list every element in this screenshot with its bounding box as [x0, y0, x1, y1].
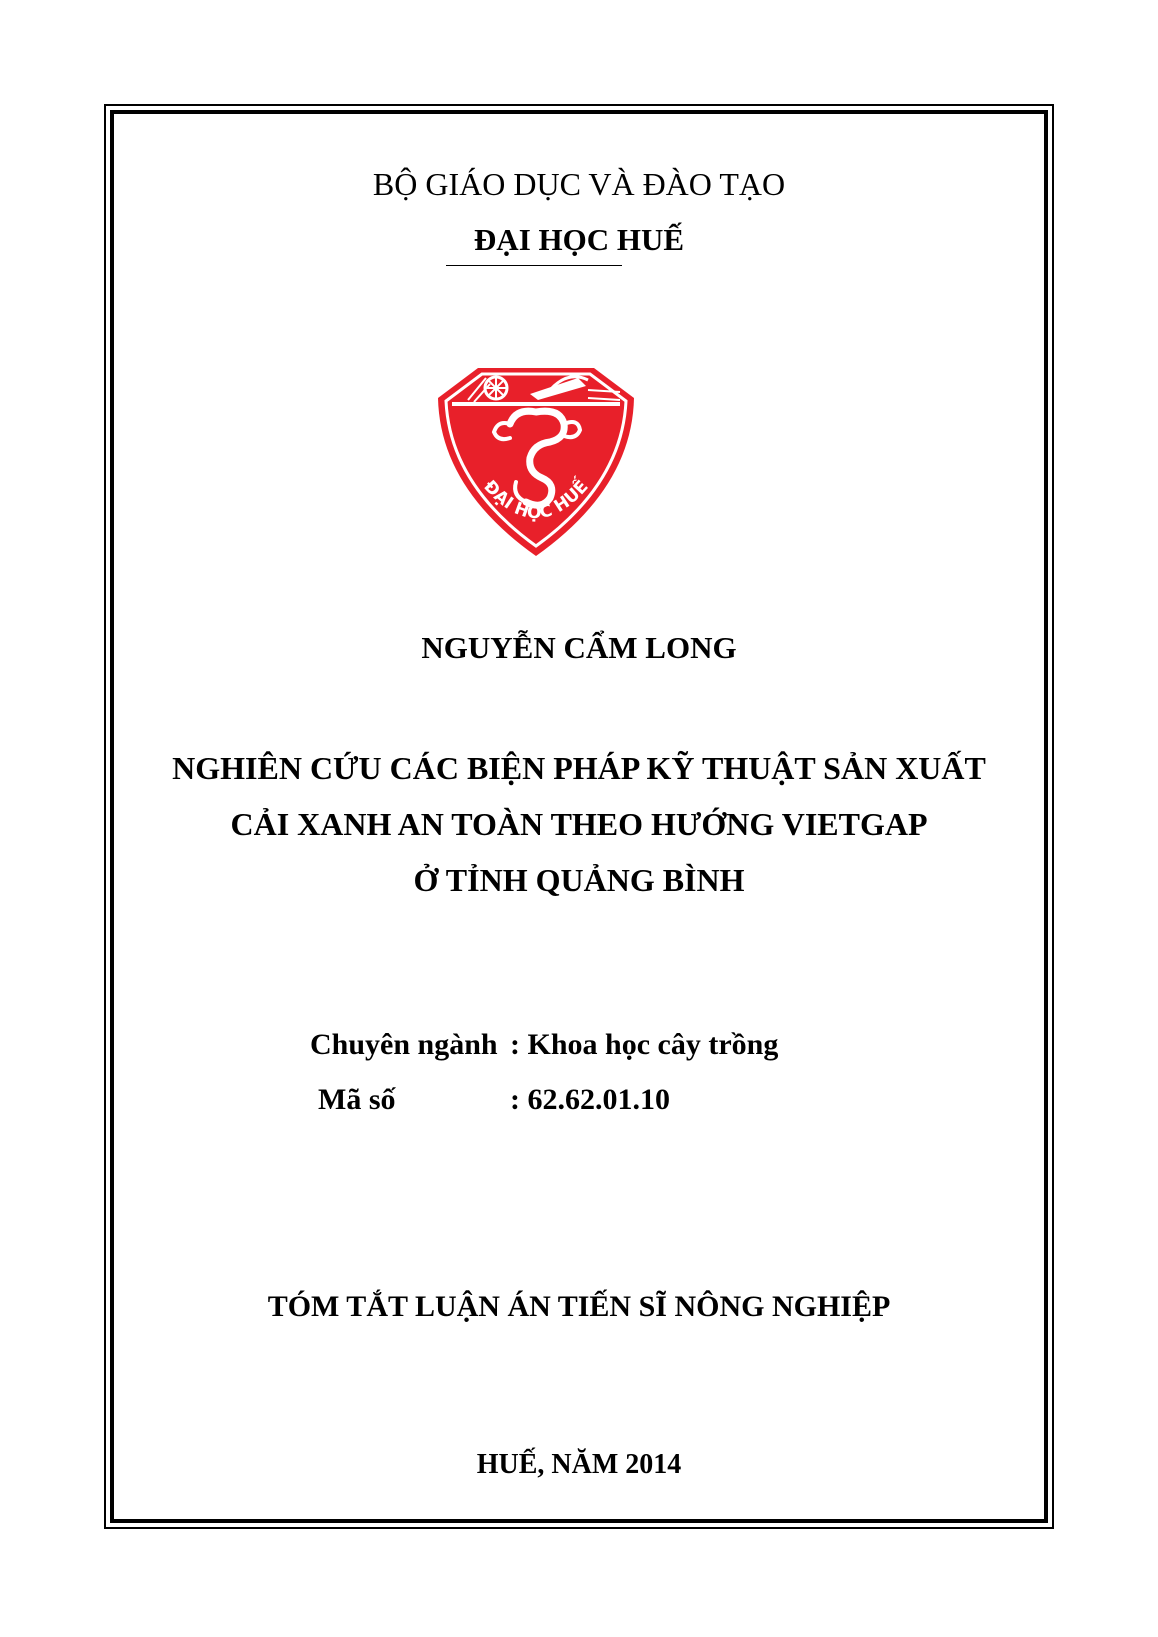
major-value: : Khoa học cây trồng [510, 1028, 779, 1061]
university-underline [446, 265, 622, 266]
thesis-title-line-2: CẢI XANH AN TOÀN THEO HƯỚNG VIETGAP [230, 806, 928, 842]
code-value: : 62.62.01.10 [510, 1083, 670, 1116]
thesis-title-line-1: NGHIÊN CỨU CÁC BIỆN PHÁP KỸ THUẬT SẢN XUẤT [172, 750, 986, 786]
code-label: Mã số [318, 1083, 396, 1116]
emblem-text: ĐẠI HỌC HUẾ [479, 476, 593, 524]
university-heading: ĐẠI HỌC HUẾ [473, 222, 685, 257]
place-year: HUẾ, NĂM 2014 [476, 1449, 682, 1480]
thesis-title-line-3: Ở TỈNH QUẢNG BÌNH [413, 862, 745, 898]
thesis-title [0, 740, 1158, 908]
major-label: Chuyên ngành [310, 1028, 498, 1061]
ministry-heading: BỘ GIÁO DỤC VÀ ĐÀO TẠO [372, 166, 786, 202]
author-name: NGUYỄN CẨM LONG [421, 630, 737, 665]
summary-heading: TÓM TẮT LUẬN ÁN TIẾN SĨ NÔNG NGHIỆP [267, 1290, 891, 1323]
hue-university-emblem-icon [438, 368, 634, 556]
